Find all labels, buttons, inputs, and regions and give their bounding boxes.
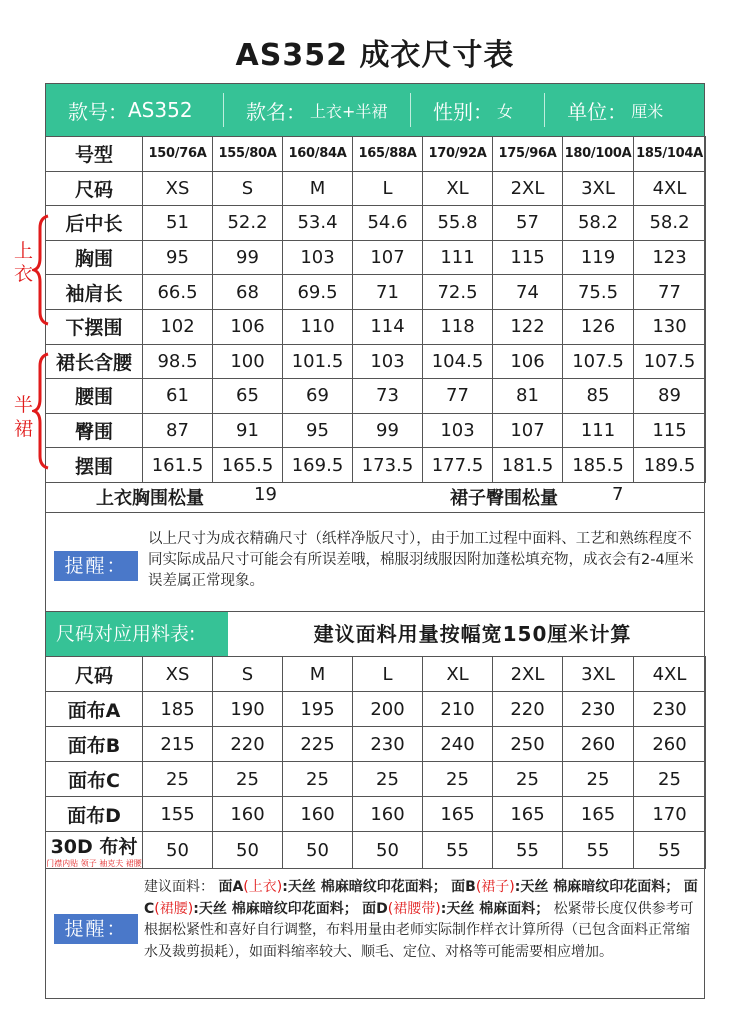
reminder-badge: 提醒： — [54, 914, 138, 944]
table-cell: 25 — [423, 762, 493, 797]
table-cell: 75.5 — [563, 275, 634, 310]
table-cell: 102 — [143, 309, 213, 344]
gender — [411, 96, 544, 125]
table-cell: 230 — [353, 727, 423, 762]
elastic-note: 松紧带长度仅供参考可根据松紧性和喜好自行调整，布料用量由老师实际制作样衣计算所得（已包含面料正常缩水及裁剪损耗），如面料缩率较大、顺毛、定位、对格等可能需要相应增加。 — [144, 900, 694, 960]
table-cell: 110 — [283, 309, 353, 344]
ease-row — [46, 480, 704, 513]
table-row — [46, 137, 706, 172]
gender-value: 女 — [497, 101, 514, 121]
reminder-text — [144, 877, 699, 963]
row-label — [46, 137, 143, 172]
table-row — [46, 379, 706, 414]
table-cell: 215 — [143, 727, 213, 762]
table-cell: 89 — [634, 379, 706, 414]
table-cell: 101.5 — [283, 344, 353, 379]
row-label-text: 号型 — [74, 144, 113, 167]
style-value: AS352 — [128, 98, 193, 122]
row-label — [46, 171, 143, 206]
table-cell: 55.8 — [423, 206, 493, 241]
table-cell: 160 — [353, 797, 423, 832]
table-cell: 200 — [353, 692, 423, 727]
table-cell: 189.5 — [634, 448, 706, 483]
unit-value: 厘米 — [631, 101, 664, 121]
table-row — [46, 413, 706, 448]
top-group-label-2: 衣 — [14, 263, 34, 285]
table-cell: L — [353, 657, 423, 692]
table-cell: 185.5 — [563, 448, 634, 483]
name-value: 上衣+半裙 — [309, 101, 388, 121]
table-cell: 55 — [493, 832, 563, 869]
style-name — [224, 96, 410, 125]
row-label-text: 面布C — [68, 769, 120, 792]
table-cell: 58.2 — [563, 206, 634, 241]
table-cell: 122 — [493, 309, 563, 344]
row-label-text: 后中长 — [65, 213, 123, 236]
table-cell: 58.2 — [634, 206, 706, 241]
table-cell: 160 — [213, 797, 283, 832]
table-cell: 55 — [563, 832, 634, 869]
table-cell: 111 — [563, 413, 634, 448]
table-cell: 55 — [423, 832, 493, 869]
table-cell: 95 — [143, 240, 213, 275]
table-cell: 99 — [213, 240, 283, 275]
unit — [545, 96, 704, 125]
table-row — [46, 171, 706, 206]
table-cell: 155 — [143, 797, 213, 832]
table-cell: 220 — [493, 692, 563, 727]
reminder-badge: 提醒： — [54, 551, 138, 581]
row-label — [46, 413, 143, 448]
table-cell: 185/104A — [634, 137, 706, 172]
table-cell: 123 — [634, 240, 706, 275]
table-cell: 103 — [353, 344, 423, 379]
table-cell: 230 — [563, 692, 634, 727]
table-cell: 25 — [563, 762, 634, 797]
table-cell: 115 — [634, 413, 706, 448]
table-cell: 91 — [213, 413, 283, 448]
name-label: 款名： — [245, 99, 306, 124]
table-cell: 69 — [283, 379, 353, 414]
table-cell: 54.6 — [353, 206, 423, 241]
row-label — [46, 379, 143, 414]
table-cell: 240 — [423, 727, 493, 762]
table-row — [46, 448, 706, 483]
table-cell: S — [213, 171, 283, 206]
table-cell: 165/88A — [353, 137, 423, 172]
table-cell: 51 — [143, 206, 213, 241]
table-row — [46, 206, 706, 241]
row-label — [46, 692, 143, 727]
row-label-text: 腰围 — [74, 386, 113, 409]
table-row — [46, 344, 706, 379]
reminder-block-1 — [46, 513, 704, 612]
top-ease-value: 19 — [254, 484, 277, 505]
table-cell: 98.5 — [143, 344, 213, 379]
row-label — [46, 206, 143, 241]
table-cell: 50 — [143, 832, 213, 869]
skirt-ease-value: 7 — [612, 484, 624, 505]
row-label — [46, 240, 143, 275]
table-cell: 177.5 — [423, 448, 493, 483]
header-bar — [46, 84, 704, 136]
table-row — [46, 762, 706, 797]
table-cell: 150/76A — [143, 137, 213, 172]
table-row — [46, 275, 706, 310]
table-cell: M — [283, 171, 353, 206]
table-cell: 155/80A — [213, 137, 283, 172]
fabric-d-text: :天丝 棉麻面料； — [440, 900, 550, 917]
fabric-table — [45, 656, 706, 869]
fabric-header-label: 尺码对应用料表: — [46, 612, 228, 656]
table-cell: 85 — [563, 379, 634, 414]
table-cell: 160 — [283, 797, 353, 832]
table-cell: 165 — [493, 797, 563, 832]
table-cell: 95 — [283, 413, 353, 448]
table-cell: 169.5 — [283, 448, 353, 483]
table-cell: 126 — [563, 309, 634, 344]
table-cell: 115 — [493, 240, 563, 275]
table-cell: 130 — [634, 309, 706, 344]
row-label-text: 面布A — [67, 699, 121, 722]
table-cell: 61 — [143, 379, 213, 414]
table-cell: 53.4 — [283, 206, 353, 241]
row-label-text: 摆围 — [74, 455, 113, 478]
row-sublabel: 门襟内贴 领子 袖克夫 裙腰 — [46, 859, 142, 868]
fabric-a-text: :天丝 棉麻暗纹印花面料； — [282, 879, 447, 895]
row-label-text: 尺码 — [74, 178, 113, 201]
fabric-b-tag: (裙子) — [475, 879, 515, 895]
table-cell: 165 — [563, 797, 634, 832]
table-cell: 165 — [423, 797, 493, 832]
row-label-text: 面布B — [67, 734, 121, 757]
table-cell: 119 — [563, 240, 634, 275]
table-cell: 107.5 — [634, 344, 706, 379]
table-cell: 4XL — [634, 657, 706, 692]
table-cell: 3XL — [563, 657, 634, 692]
table-cell: 68 — [213, 275, 283, 310]
table-cell: 25 — [143, 762, 213, 797]
skirt-group-label-2: 裙 — [14, 418, 34, 440]
row-label — [46, 275, 143, 310]
table-cell: 165.5 — [213, 448, 283, 483]
table-cell: 175/96A — [493, 137, 563, 172]
fabric-c-tag: (裙腰) — [154, 900, 194, 917]
skirt-group-label-1: 半 — [14, 394, 34, 416]
table-cell: 118 — [423, 309, 493, 344]
table-cell: 106 — [213, 309, 283, 344]
table-row — [46, 309, 706, 344]
table-cell: 173.5 — [353, 448, 423, 483]
table-cell: XS — [143, 657, 213, 692]
table-cell: 25 — [353, 762, 423, 797]
table-cell: 2XL — [493, 171, 563, 206]
row-label-text: 胸围 — [74, 248, 113, 271]
fabric-b-text: :天丝 棉麻暗纹印花面料； — [514, 879, 680, 895]
table-cell: 25 — [493, 762, 563, 797]
table-cell: 2XL — [493, 657, 563, 692]
table-cell: XS — [143, 171, 213, 206]
table-cell: 210 — [423, 692, 493, 727]
fabric-d-tag: (裙腰带) — [387, 900, 441, 917]
table-cell: 87 — [143, 413, 213, 448]
table-cell: M — [283, 657, 353, 692]
table-cell: 55 — [634, 832, 706, 869]
table-cell: 260 — [563, 727, 634, 762]
table-cell: 114 — [353, 309, 423, 344]
fabric-header — [46, 612, 704, 657]
table-cell: 25 — [213, 762, 283, 797]
table-cell: 77 — [634, 275, 706, 310]
table-cell: 66.5 — [143, 275, 213, 310]
table-cell: 81 — [493, 379, 563, 414]
table-row — [46, 692, 706, 727]
table-cell: 103 — [283, 240, 353, 275]
fabric-c-label: 面C — [144, 879, 698, 917]
fabric-a-tag: (上衣) — [243, 879, 283, 895]
unit-label: 单位： — [567, 99, 628, 124]
row-label-text: 袖肩长 — [65, 282, 123, 305]
table-cell: 71 — [353, 275, 423, 310]
table-cell: 107 — [493, 413, 563, 448]
table-cell: XL — [423, 657, 493, 692]
table-cell: 180/100A — [563, 137, 634, 172]
table-cell: 181.5 — [493, 448, 563, 483]
style-label: 款号： — [68, 99, 128, 124]
table-cell: 72.5 — [423, 275, 493, 310]
table-cell: 225 — [283, 727, 353, 762]
row-label-text: 臀围 — [74, 421, 113, 444]
fabric-c-text: :天丝 棉麻暗纹印花面料； — [193, 900, 358, 917]
table-row — [46, 657, 706, 692]
table-cell: 220 — [213, 727, 283, 762]
table-row — [46, 727, 706, 762]
fabric-a-label: 面A — [218, 879, 244, 895]
skirt-group-bracket — [32, 352, 52, 470]
table-cell: 170 — [634, 797, 706, 832]
table-cell: L — [353, 171, 423, 206]
table-cell: 73 — [353, 379, 423, 414]
skirt-ease-label: 裙子臀围松量 — [450, 488, 558, 509]
table-cell: 4XL — [634, 171, 706, 206]
table-row — [46, 832, 706, 869]
table-cell: 25 — [634, 762, 706, 797]
fabric-d-label: 面D — [362, 900, 388, 917]
top-group-bracket — [32, 214, 52, 326]
table-cell: 161.5 — [143, 448, 213, 483]
table-cell: 250 — [493, 727, 563, 762]
table-cell: 57 — [493, 206, 563, 241]
style-number — [46, 96, 223, 125]
reminder-text: 以上尺寸为成衣精确尺寸（纸样净版尺寸），由于加工过程中面料、工艺和熟练程度不同实际成品尺寸可能会有所误差哦，棉服羽绒服因附加蓬松填充物，成衣会有2-4厘米误差属正常现象。 — [148, 531, 694, 589]
row-label — [46, 762, 143, 797]
top-group-label-1: 上 — [14, 240, 34, 262]
gender-label: 性别： — [433, 99, 494, 124]
row-label — [46, 797, 143, 832]
table-cell: 50 — [353, 832, 423, 869]
page-title: AS352 成衣尺寸表 — [235, 38, 515, 73]
table-cell: 103 — [423, 413, 493, 448]
top-ease-label: 上衣胸围松量 — [96, 488, 204, 509]
table-cell: 107.5 — [563, 344, 634, 379]
row-label — [46, 448, 143, 483]
table-cell: 52.2 — [213, 206, 283, 241]
table-cell: 69.5 — [283, 275, 353, 310]
table-cell: 230 — [634, 692, 706, 727]
row-label-text: 面布D — [67, 804, 121, 827]
table-cell: 185 — [143, 692, 213, 727]
row-label — [46, 344, 143, 379]
table-cell: 74 — [493, 275, 563, 310]
table-cell: 111 — [423, 240, 493, 275]
table-cell: 50 — [283, 832, 353, 869]
table-cell: 106 — [493, 344, 563, 379]
table-cell: 107 — [353, 240, 423, 275]
table-cell: XL — [423, 171, 493, 206]
row-label-text: 下摆围 — [65, 317, 123, 340]
table-cell: 65 — [213, 379, 283, 414]
table-row — [46, 240, 706, 275]
table-cell: 100 — [213, 344, 283, 379]
row-label-text: 30D 布衬 — [50, 836, 138, 858]
table-cell: 3XL — [563, 171, 634, 206]
table-cell: 25 — [283, 762, 353, 797]
table-cell: 195 — [283, 692, 353, 727]
row-label — [46, 657, 143, 692]
table-cell: 160/84A — [283, 137, 353, 172]
table-cell: 104.5 — [423, 344, 493, 379]
fabric-suggestion-label: 建议面料： — [144, 879, 214, 895]
fabric-header-note: 建议面料用量按幅宽150厘米计算 — [313, 622, 632, 646]
reminder-block-2 — [46, 871, 704, 998]
size-table — [45, 136, 706, 483]
row-label-text: 尺码 — [74, 664, 113, 687]
table-cell: 99 — [353, 413, 423, 448]
table-cell: S — [213, 657, 283, 692]
fabric-b-label: 面B — [451, 879, 476, 895]
row-label — [46, 832, 143, 869]
table-cell: 170/92A — [423, 137, 493, 172]
table-cell: 190 — [213, 692, 283, 727]
row-label-text: 裙长含腰 — [55, 351, 132, 374]
row-label — [46, 727, 143, 762]
table-cell: 77 — [423, 379, 493, 414]
table-cell: 50 — [213, 832, 283, 869]
table-row — [46, 797, 706, 832]
row-label — [46, 309, 143, 344]
table-cell: 260 — [634, 727, 706, 762]
